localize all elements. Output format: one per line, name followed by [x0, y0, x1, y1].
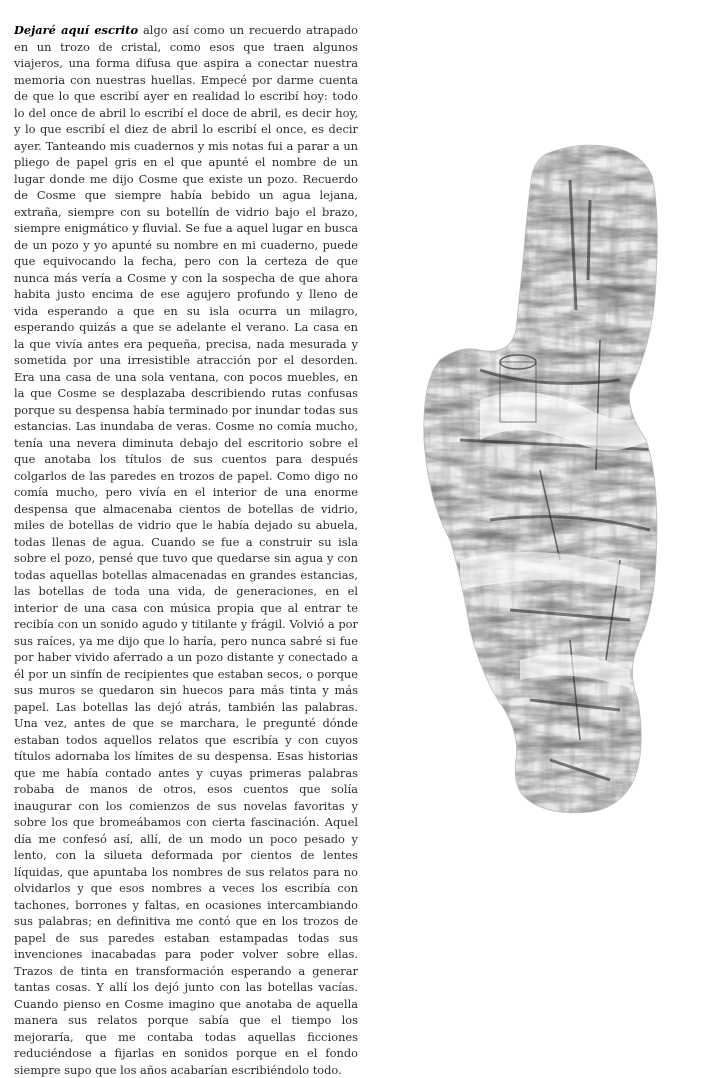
article-lead: Dejaré aquí escrito	[14, 23, 139, 37]
ink-texture	[420, 140, 700, 820]
ink-artwork-svg	[420, 140, 700, 820]
article-body: algo así como un recuerdo atrapado en un trozo de cristal, como esos que traen algunos viajeros, una forma difusa que aspira a conectar nuestra memoria con nuestras huellas. Empecé por darme cuenta de que lo que escribí ayer en realidad lo escribí hoy: todo lo del once de abril lo escribí el doce de abril, es decir hoy, y lo que escribí el diez de abril lo escribí el once, es decir ayer. Tanteando mis cuadernos y mis notas fui a parar a un pliego de papel gris en el que apunté el nombre de un lugar donde me dijo Cosme que existe un pozo. Recuerdo de Cosme que siempre había bebido un agua lejana, extraña, siempre con su botellín de vidrio bajo el brazo, siempre enigmático y fluvial. Se fue a aquel lugar en busca de un pozo y yo apunté su nombre en mi cuaderno, puede que equivocando la fecha, pero con la certeza de que nunca más vería a Cosme y con la sospecha de que ahora habita justo encima de ese agujero profundo y lleno de vida esperando a que en su isla ocurra un milagro, esperando quizás a que se adelante el verano. La casa en la que vivía antes era pequeña, precisa, nada mesurada y sometida por una irresistible atracción por el desorden. Era una casa de una sola ventana, con pocos muebles, en la que Cosme se desplazaba describiendo rutas confusas porque su despensa había terminado por inundar todas sus estancias. Las inundaba de veras. Cosme no comía mucho, tenía una nevera diminuta debajo del escritorio sobre el que anotaba los títulos de sus cuentos para después colgarlos de las paredes en trozos de papel. Como digo no comía mucho, pero vivía en el interior de una enorme despensa que almacenaba cientos de botellas de vidrio, miles de botellas de vidrio que le había dejado su abuela, todas llenas de agua. Cuando se fue a construir su isla sobre el pozo, pensé que tuvo que quedarse sin agua y con todas aquellas botellas almacenadas en grandes estancias, las botellas de toda una vida, de generaciones, en el interior de una casa con música propia que al entrar te recibía con un sonido agudo y titilante y frágil. Volvió a por sus raíces, ya me dijo que lo haría, pero nunca sabré si fue por haber vivido aferrado a un pozo distante y conectado a él por un sinfín de recipientes que estaban secos, o porque sus muros se quedaron sin huecos para más tinta y más papel. Las botellas las dejó atrás, también las palabras. Una vez, antes de que se marchara, le pregunté dónde estaban todos aquellos relatos que escribía y con cuyos títulos adornaba los límites de su despensa. Esas historias que me había contado antes y cuyas primeras palabras robaba de manos de otros, esos cuentos que solía inaugurar con los comienzos de sus novelas favoritas y sobre los que bromeábamos con cierta fascinación. Aquel día me confesó así, allí, de un modo un poco pesado y lento, con la silueta deformada por cientos de lentes líquidas, que apuntaba los nombres de sus relatos para no olvidarlos y que esos nombres a veces los escribía con tachones, borrones y faltas, en ocasiones intercambiando sus palabras; en definitiva me contó que en los trozos de papel de sus paredes estaban estampadas todas sus invenciones inacabadas para poder volver sobre ellas. Trazos de tinta en transformación esperando a generar tantas cosas. Y allí los dejó junto con las botellas vacías. Cuando pienso en Cosme imagino que anotaba de aquella manera sus relatos porque sabía que el tiempo los mejoraría, que me contaba todas aquellas ficciones reduciéndose a fijarlas en sonidos porque en el fondo siempre supo que los años acabarían escribiéndolo todo.	[14, 23, 359, 1077]
ink-artwork	[420, 140, 700, 820]
article-paragraph	[14, 22, 358, 1078]
article-text	[14, 22, 358, 1078]
